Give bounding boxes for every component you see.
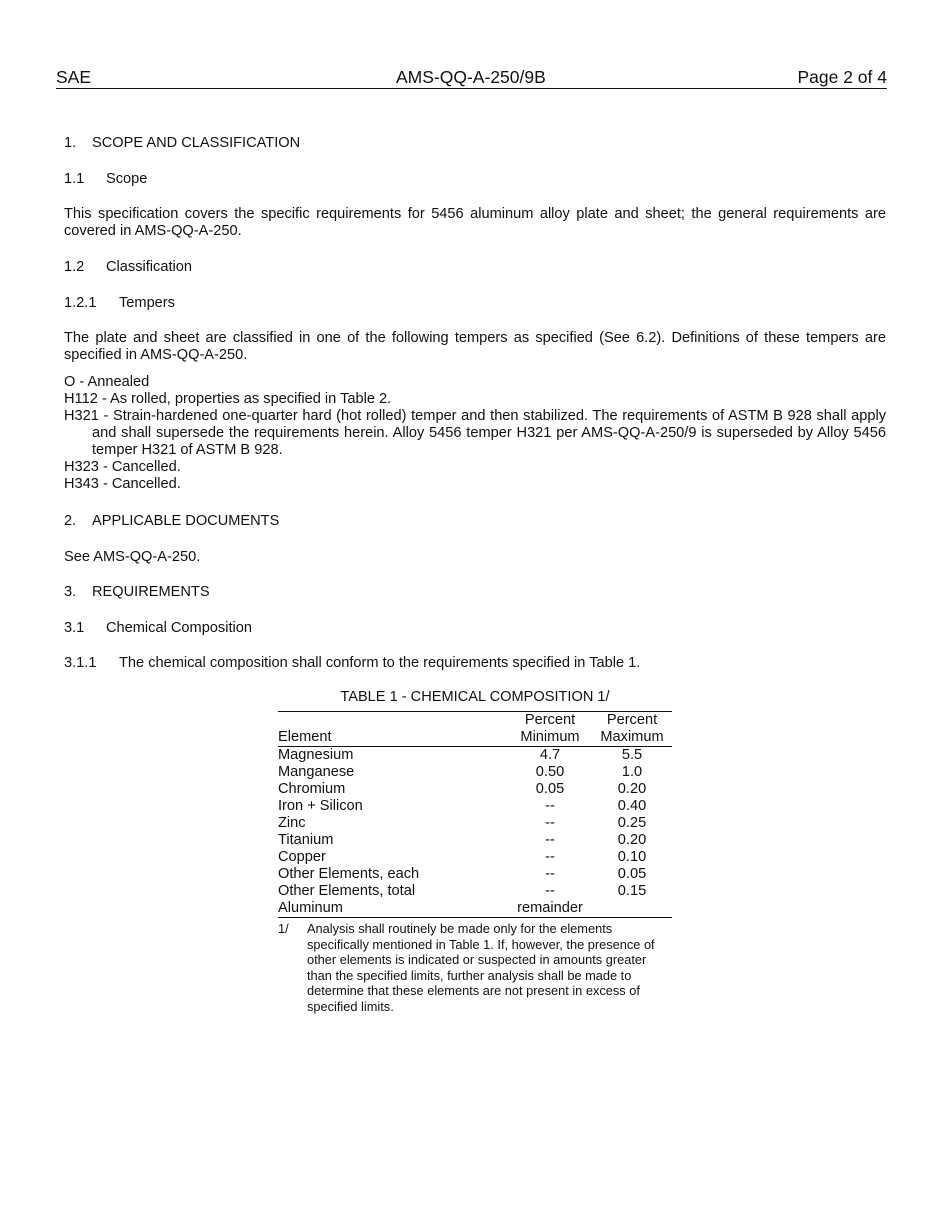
table-row: [278, 747, 672, 765]
list-item: H321 - Strain-hardened one-quarter hard (hot rolled) temper and then stabilized. The requirements of ASTM B 928 shall apply and shall supersede the requirements herein. Alloy 5456 temper H321 per AMS-QQ-A-250/9 is superseded by Alloy 5456 temper H321 of ASTM B 928.: [64, 408, 886, 458]
list-item: H112 - As rolled, properties as specified in Table 2.: [64, 391, 392, 407]
table-row: [278, 866, 672, 883]
section-number: 3.: [64, 584, 77, 600]
cell-min: 4.7: [539, 747, 561, 763]
tempers-paragraph: The plate and sheet are classified in one of the following tempers as specified (See 6.2). Definitions of these tempers are specified in AMS-QQ-A-250.: [64, 330, 886, 363]
list-item: H323 - Cancelled.: [64, 459, 181, 475]
chemical-composition-table: [278, 711, 672, 918]
cell-max: 0.20: [617, 832, 647, 848]
table-row: [278, 900, 672, 918]
section-3-1-1-paragraph: [64, 655, 886, 672]
header-page-number: Page 2 of 4: [797, 67, 887, 87]
cell-min: --: [545, 798, 555, 814]
header-doc-number: AMS-QQ-A-250/9B: [396, 67, 546, 87]
header-max-bottom: Maximum: [592, 729, 672, 747]
header-element: Element: [278, 729, 508, 747]
cell-min: --: [545, 883, 555, 899]
table-row: [278, 849, 672, 866]
header-min-bottom: Minimum: [508, 729, 592, 747]
cell-max: 0.20: [617, 781, 647, 797]
cell-max: 5.5: [621, 747, 643, 763]
cell-max: 0.05: [617, 866, 647, 882]
table-row: [278, 781, 672, 798]
table-row: [278, 832, 672, 849]
section-1-2-heading: [64, 259, 886, 276]
section-number: 2.: [64, 513, 77, 529]
section-title: Classification: [106, 259, 192, 275]
table-row: [278, 798, 672, 815]
header-org: SAE: [56, 67, 92, 87]
section-2-heading: [64, 513, 886, 530]
section-2-paragraph: See AMS-QQ-A-250.: [64, 549, 201, 565]
section-title: Scope: [106, 171, 148, 187]
cell-min: --: [545, 866, 555, 882]
section-number: 3.1: [64, 620, 85, 636]
cell-element: Chromium: [278, 781, 346, 797]
cell-min: --: [545, 815, 555, 831]
table-header-row: [278, 712, 672, 730]
section-1-heading: [64, 135, 886, 152]
section-number: 1.2: [64, 259, 85, 275]
section-number: 3.1.1: [64, 655, 97, 671]
section-number: 1.: [64, 135, 77, 151]
cell-max: 0.10: [617, 849, 647, 865]
table-title: TABLE 1 - CHEMICAL COMPOSITION 1/: [340, 689, 610, 705]
tempers-list: [64, 374, 886, 493]
page-header: [56, 66, 887, 89]
section-title: Chemical Composition: [106, 620, 252, 636]
section-title: SCOPE AND CLASSIFICATION: [92, 135, 301, 151]
section-title: Tempers: [119, 295, 175, 311]
table-row: [278, 815, 672, 832]
cell-element: Aluminum: [278, 900, 343, 916]
cell-element: Other Elements, total: [278, 883, 416, 899]
footnote-text: Analysis shall routinely be made only for the elements specifically mentioned in Table 1. If, however, the presence of other elements is indicated or suspected in amounts greater than the specified limits, further analysis shall be made to determine that these elements are not present in excess of specified limits.: [307, 921, 655, 1014]
cell-min: --: [545, 832, 555, 848]
section-3-heading: [64, 584, 886, 601]
paragraph-text: The chemical composition shall conform to the requirements specified in Table 1.: [119, 655, 641, 671]
cell-element: Titanium: [278, 832, 334, 848]
table-row: [278, 883, 672, 900]
cell-element: Magnesium: [278, 747, 354, 763]
cell-max: 0.15: [617, 883, 647, 899]
header-min-top: Percent: [524, 712, 576, 728]
cell-element: Iron + Silicon: [278, 798, 363, 814]
section-3-1-heading: [64, 620, 886, 637]
footnote-mark: 1/: [278, 921, 289, 936]
table-footnote: [278, 921, 672, 1015]
section-1-2-1-heading: [64, 295, 886, 312]
cell-max: 0.25: [617, 815, 647, 831]
cell-min: --: [545, 849, 555, 865]
list-item: H343 - Cancelled.: [64, 476, 181, 492]
cell-element: Zinc: [278, 815, 306, 831]
header-max-top: Percent: [606, 712, 658, 728]
section-title: REQUIREMENTS: [92, 584, 210, 600]
section-number: 1.2.1: [64, 295, 97, 311]
cell-remainder: remainder: [517, 900, 583, 916]
cell-max: 0.40: [617, 798, 647, 814]
section-1-1-heading: [64, 171, 886, 188]
section-number: 1.1: [64, 171, 85, 187]
cell-element: Manganese: [278, 764, 355, 780]
section-title: APPLICABLE DOCUMENTS: [92, 513, 280, 529]
scope-paragraph: This specification covers the specific requirements for 5456 aluminum alloy plate and sheet; the general requirements are covered in AMS-QQ-A-250.: [64, 206, 886, 239]
cell-max: 1.0: [621, 764, 643, 780]
cell-min: 0.50: [535, 764, 565, 780]
cell-element: Other Elements, each: [278, 866, 420, 882]
table-header-row: [278, 729, 672, 747]
list-item: O - Annealed: [64, 374, 150, 390]
cell-element: Copper: [278, 849, 326, 865]
table-row: [278, 764, 672, 781]
cell-min: 0.05: [535, 781, 565, 797]
